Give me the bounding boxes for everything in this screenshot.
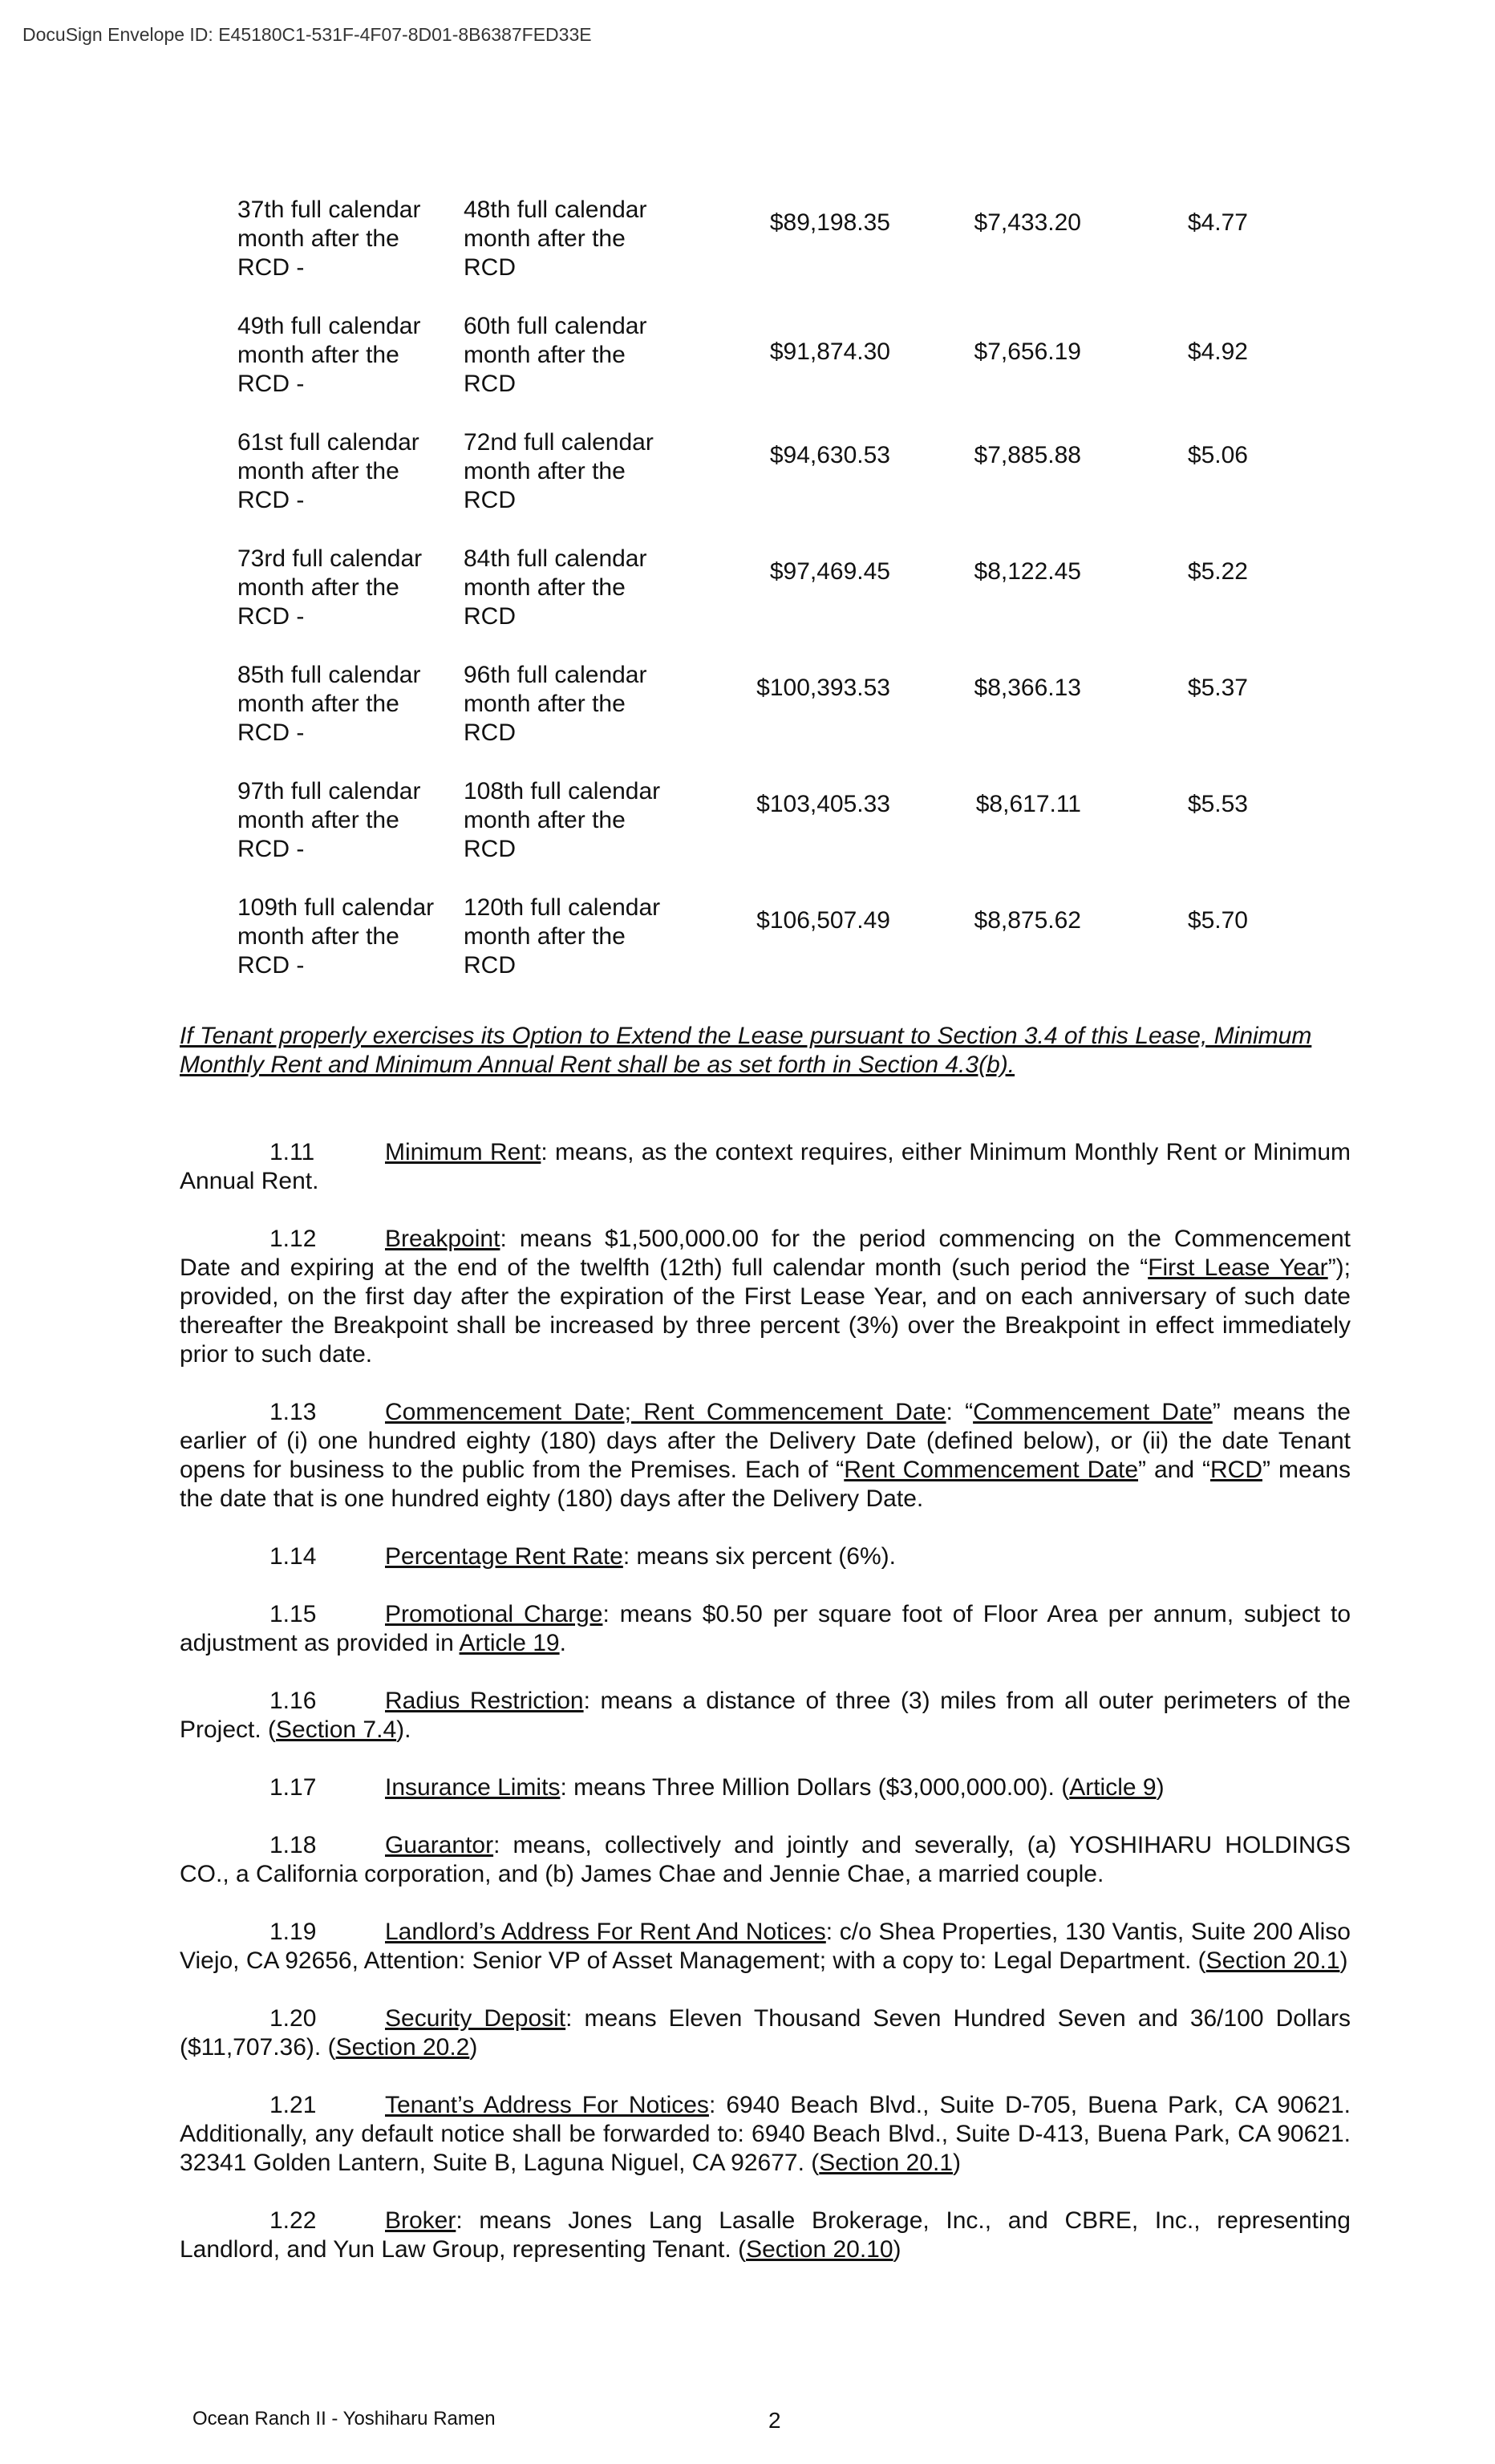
defined-term: First Lease Year xyxy=(1148,1254,1328,1281)
cross-reference: Section 7.4 xyxy=(276,1716,397,1743)
section-text: : means, collectively and jointly and severally, (a) YOSHIHARU HOLDINGS CO., a California corporation, and (b) James Chae and Jennie Chae, a married couple. xyxy=(180,1832,1351,1887)
section-text: : means a distance of three (3) miles from all outer perimeters of the Project. ( xyxy=(180,1688,1351,1743)
section-1-14 xyxy=(180,1542,1351,1571)
annual-rent-cell: $106,507.49 xyxy=(756,907,890,934)
section-text: : means $0.50 per square foot of Floor Area per annum, subject to adjustment as provided in xyxy=(180,1601,1351,1656)
section-text: ) xyxy=(1156,1774,1165,1801)
section-title: Minimum Rent xyxy=(385,1139,541,1165)
section-text: ”); provided, on the first day after the expiration of the First Lease Year, and on each anniversary of such date thereafter the Breakpoint shall be increased by three percent (3%) over the Breakpoint in effect immediately prior to such date. xyxy=(180,1254,1351,1368)
monthly-rent-cell: $7,885.88 xyxy=(974,442,1081,468)
rent-schedule-table xyxy=(237,192,1344,1007)
section-text: ” means the earlier of (i) one hundred eighty (180) days after the Delivery Date (defined below), or (ii) the date Tenant opens for business to the public from the Premises. Each of “ xyxy=(180,1399,1351,1483)
section-text: ) xyxy=(953,2150,962,2176)
section-text: : means six percent (6%). xyxy=(622,1543,896,1570)
section-title: Security Deposit xyxy=(385,2005,566,2032)
table-row xyxy=(237,425,1344,541)
per-square-foot-cell: $4.92 xyxy=(1187,338,1248,365)
section-number: 1.15 xyxy=(269,1601,317,1627)
section-title: Breakpoint xyxy=(385,1226,500,1252)
footer-document-name: Ocean Ranch II - Yoshiharu Ramen xyxy=(192,2408,496,2430)
table-row xyxy=(237,309,1344,425)
period-end-cell: 120th full calendar month after the RCD xyxy=(464,894,661,979)
section-title: Landlord’s Address For Rent And Notices xyxy=(385,1919,826,1945)
section-title: Radius Restriction xyxy=(385,1688,584,1714)
section-number: 1.14 xyxy=(269,1543,317,1570)
section-number: 1.11 xyxy=(269,1139,315,1165)
monthly-rent-cell: $8,875.62 xyxy=(974,907,1081,934)
option-to-extend-note: If Tenant properly exercises its Option to Extend the Lease pursuant to Section 3.4 of this Lease, Minimum Monthly Rent and Minimum Annual Rent shall be as set forth in Section 4.3(b). xyxy=(180,1023,1312,1078)
section-number: 1.16 xyxy=(269,1688,317,1714)
section-1-22 xyxy=(180,2207,1351,2264)
period-start-cell: 49th full calendar month after the RCD - xyxy=(237,313,421,397)
section-text: : c/o Shea Properties, 130 Vantis, Suite 200 Aliso Viejo, CA 92656, Attention: Senior VP of Asset Management; with a copy to: Legal Department. ( xyxy=(180,1919,1351,1974)
monthly-rent-cell: $8,366.13 xyxy=(974,675,1081,701)
per-square-foot-cell: $5.70 xyxy=(1187,907,1248,934)
section-text: : 6940 Beach Blvd., Suite D-705, Buena Park, CA 90621. Additionally, any default notice shall be forwarded to: 6940 Beach Blvd., Suite D-413, Buena Park, CA 90621. 32341 Golden Lantern, Suite B, Laguna Niguel, CA 92677. ( xyxy=(180,2092,1351,2176)
period-start-cell: 61st full calendar month after the RCD - xyxy=(237,429,419,513)
basic-lease-provisions xyxy=(180,1138,1351,2293)
section-1-11 xyxy=(180,1138,1351,1196)
section-1-21 xyxy=(180,2091,1351,2178)
period-end-cell: 96th full calendar month after the RCD xyxy=(464,662,647,746)
per-square-foot-cell: $5.53 xyxy=(1187,791,1248,817)
annual-rent-cell: $103,405.33 xyxy=(756,791,890,817)
defined-term: Rent Commencement Date xyxy=(844,1457,1139,1483)
defined-term: Commencement Date xyxy=(973,1399,1213,1425)
table-row xyxy=(237,890,1344,1007)
period-start-cell: 85th full calendar month after the RCD - xyxy=(237,662,421,746)
section-number: 1.18 xyxy=(269,1832,317,1858)
section-1-17 xyxy=(180,1773,1351,1802)
section-1-15 xyxy=(180,1600,1351,1658)
period-end-cell: 108th full calendar month after the RCD xyxy=(464,778,661,862)
cross-reference: Article 19 xyxy=(459,1630,560,1656)
monthly-rent-cell: $8,122.45 xyxy=(974,558,1081,585)
monthly-rent-cell: $7,433.20 xyxy=(974,209,1081,236)
period-start-cell: 97th full calendar month after the RCD - xyxy=(237,778,421,862)
section-text: : means Jones Lang Lasalle Brokerage, Inc., and CBRE, Inc., representing Landlord, and Yun Law Group, representing Tenant. ( xyxy=(180,2207,1351,2263)
section-text: : means Three Million Dollars ($3,000,000.00). ( xyxy=(560,1774,1070,1801)
section-title: Tenant’s Address For Notices xyxy=(385,2092,709,2118)
page-number: 2 xyxy=(768,2408,781,2433)
annual-rent-cell: $89,198.35 xyxy=(769,209,890,236)
monthly-rent-cell: $7,656.19 xyxy=(974,338,1081,365)
cross-reference: Section 20.1 xyxy=(1205,1947,1340,1974)
period-start-cell: 37th full calendar month after the RCD - xyxy=(237,197,421,281)
section-text: ) xyxy=(1339,1947,1348,1974)
section-1-16 xyxy=(180,1687,1351,1745)
section-title: Insurance Limits xyxy=(385,1774,561,1801)
section-title: Commencement Date; Rent Commencement Date xyxy=(385,1399,946,1425)
section-text: : means, as the context requires, either Minimum Monthly Rent or Minimum Annual Rent. xyxy=(180,1139,1351,1194)
period-start-cell: 109th full calendar month after the RCD - xyxy=(237,894,435,979)
section-text: : “ xyxy=(946,1399,974,1425)
per-square-foot-cell: $5.06 xyxy=(1187,442,1248,468)
section-text: : means $1,500,000.00 for the period commencing on the Commencement Date and expiring at the end of the twelfth (12th) full calendar month (such period the “ xyxy=(180,1226,1351,1281)
period-start-cell: 73rd full calendar month after the RCD - xyxy=(237,545,423,630)
section-text: . xyxy=(559,1630,566,1656)
monthly-rent-cell: $8,617.11 xyxy=(975,791,1081,817)
defined-term: RCD xyxy=(1210,1457,1262,1483)
section-text: ” means the date that is one hundred eighty (180) days after the Delivery Date. xyxy=(180,1457,1351,1512)
annual-rent-cell: $97,469.45 xyxy=(769,558,890,585)
section-number: 1.22 xyxy=(269,2207,317,2234)
table-row xyxy=(237,774,1344,890)
section-text: ” and “ xyxy=(1138,1457,1210,1483)
cross-reference: Section 20.1 xyxy=(819,2150,954,2176)
section-number: 1.19 xyxy=(269,1919,317,1945)
per-square-foot-cell: $4.77 xyxy=(1187,209,1248,236)
section-title: Broker xyxy=(385,2207,456,2234)
cross-reference: Article 9 xyxy=(1069,1774,1157,1801)
section-number: 1.17 xyxy=(269,1774,317,1801)
table-row xyxy=(237,658,1344,774)
cross-reference: Section 20.10 xyxy=(746,2236,893,2263)
table-row xyxy=(237,192,1344,309)
annual-rent-cell: $94,630.53 xyxy=(769,442,890,468)
period-end-cell: 72nd full calendar month after the RCD xyxy=(464,429,654,513)
section-text: ). xyxy=(396,1716,411,1743)
cross-reference: Section 20.2 xyxy=(335,2034,470,2061)
section-title: Promotional Charge xyxy=(385,1601,603,1627)
section-1-19 xyxy=(180,1918,1351,1976)
section-1-12 xyxy=(180,1225,1351,1369)
section-title: Percentage Rent Rate xyxy=(385,1543,623,1570)
section-number: 1.20 xyxy=(269,2005,317,2032)
section-title: Guarantor xyxy=(385,1832,494,1858)
section-number: 1.12 xyxy=(269,1226,317,1252)
annual-rent-cell: $100,393.53 xyxy=(756,675,890,701)
section-text: ) xyxy=(469,2034,478,2061)
section-number: 1.13 xyxy=(269,1399,317,1425)
docusign-envelope-id: DocuSign Envelope ID: E45180C1-531F-4F07-8D01-8B6387FED33E xyxy=(22,24,592,45)
period-end-cell: 60th full calendar month after the RCD xyxy=(464,313,647,397)
section-1-13 xyxy=(180,1398,1351,1514)
period-end-cell: 48th full calendar month after the RCD xyxy=(464,197,647,281)
section-1-18 xyxy=(180,1831,1351,1889)
annual-rent-cell: $91,874.30 xyxy=(769,338,890,365)
section-text: : means Eleven Thousand Seven Hundred Seven and 36/100 Dollars ($11,707.36). ( xyxy=(180,2005,1351,2061)
per-square-foot-cell: $5.37 xyxy=(1187,675,1248,701)
period-end-cell: 84th full calendar month after the RCD xyxy=(464,545,647,630)
section-text: ) xyxy=(893,2236,901,2263)
section-number: 1.21 xyxy=(269,2092,317,2118)
per-square-foot-cell: $5.22 xyxy=(1187,558,1248,585)
section-1-20 xyxy=(180,2004,1351,2062)
table-row xyxy=(237,541,1344,658)
